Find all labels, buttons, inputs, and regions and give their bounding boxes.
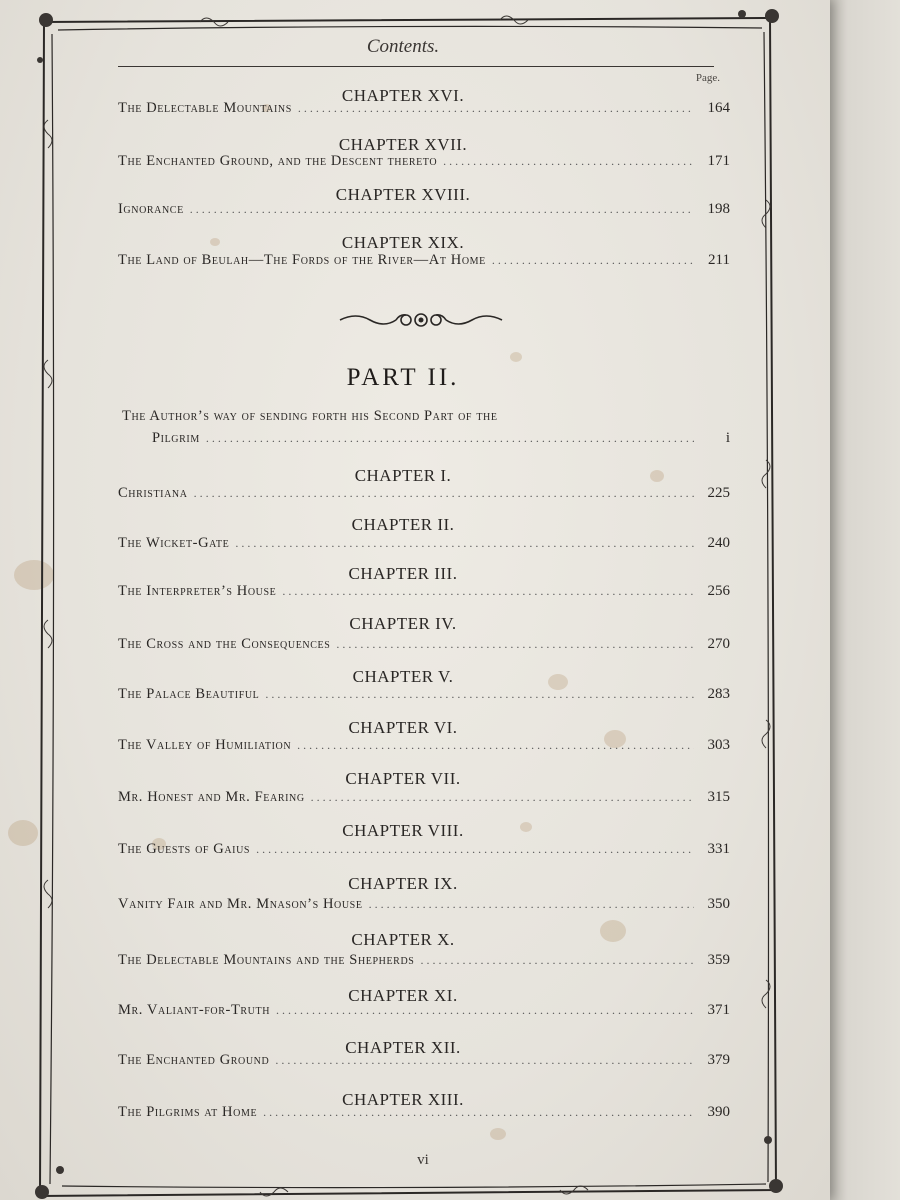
- entry-page: 225: [707, 485, 730, 501]
- dot-leader: [190, 201, 694, 218]
- entry-title: The Enchanted Ground, and the Descent thereto: [118, 153, 438, 169]
- dot-leader: [275, 1052, 694, 1069]
- entry-title: Pilgrim: [152, 430, 200, 446]
- entry-page: 303: [707, 737, 730, 753]
- table-of-contents: [118, 0, 730, 1200]
- chapter-heading: CHAPTER XIX.: [341, 233, 465, 252]
- chapter-heading: CHAPTER XI.: [348, 986, 458, 1005]
- entry-title: The Delectable Mountains: [118, 100, 292, 116]
- chapter-heading: CHAPTER IV.: [349, 614, 457, 633]
- toc-entry-preface: [152, 430, 730, 447]
- entry-title: The Wicket-Gate: [118, 535, 230, 551]
- entry-page: 379: [707, 1052, 730, 1068]
- dot-leader: [420, 952, 694, 969]
- entry-title: The Valley of Humiliation: [118, 737, 292, 753]
- dot-leader: [336, 636, 694, 653]
- entry-page: 270: [707, 636, 730, 652]
- toc-entry: [118, 100, 730, 117]
- entry-title: Vanity Fair and Mr. Mnason’s House: [118, 896, 363, 912]
- chapter-heading: CHAPTER III.: [348, 564, 458, 583]
- dot-leader: [263, 1104, 694, 1121]
- part-two-title: PART II.: [346, 364, 460, 391]
- entry-title: Ignorance: [118, 201, 184, 217]
- entry-title: The Pilgrims at Home: [118, 1104, 258, 1120]
- chapter-heading: CHAPTER X.: [351, 930, 455, 949]
- chapter-heading: CHAPTER XII.: [345, 1038, 461, 1057]
- entry-page: 283: [707, 686, 730, 702]
- chapter-heading: CHAPTER V.: [352, 667, 454, 686]
- header-rule: [118, 66, 714, 67]
- toc-entry: [118, 485, 730, 502]
- dot-leader: [369, 896, 694, 913]
- entry-page: 171: [707, 153, 730, 169]
- entry-page: 315: [707, 789, 730, 805]
- facing-page-edge: [826, 0, 900, 1200]
- ornament-divider: [336, 308, 506, 332]
- entry-title: Mr. Honest and Mr. Fearing: [118, 789, 305, 805]
- dot-leader: [265, 686, 694, 703]
- toc-entry: [118, 252, 730, 269]
- entry-page: 359: [707, 952, 730, 968]
- entry-title: The Guests of Gaius: [118, 841, 251, 857]
- chapter-heading: CHAPTER VIII.: [342, 821, 464, 840]
- toc-entry: [118, 535, 730, 552]
- entry-title: The Interpreter’s House: [118, 583, 277, 599]
- chapter-heading: CHAPTER II.: [351, 515, 455, 534]
- toc-entry: [118, 789, 730, 806]
- page-column-label: Page.: [695, 72, 720, 84]
- dot-leader: [311, 789, 694, 806]
- chapter-heading: CHAPTER VII.: [345, 769, 461, 788]
- chapter-heading: CHAPTER VI.: [348, 718, 458, 737]
- entry-title: Mr. Valiant-for-Truth: [118, 1002, 271, 1018]
- entry-title: Christiana: [118, 485, 188, 501]
- entry-page: 256: [707, 583, 730, 599]
- entry-page: 331: [707, 841, 730, 857]
- dot-leader: [297, 737, 694, 754]
- toc-entry: [118, 686, 730, 703]
- toc-entry: [118, 952, 730, 969]
- running-head: Contents.: [366, 36, 440, 57]
- dot-leader: [194, 485, 694, 502]
- dot-leader: [443, 153, 694, 170]
- toc-entry: [118, 1104, 730, 1121]
- chapter-heading: CHAPTER XVII.: [338, 135, 468, 154]
- dot-leader: [298, 100, 694, 117]
- entry-title: The Palace Beautiful: [118, 686, 260, 702]
- entry-title: The Enchanted Ground: [118, 1052, 270, 1068]
- dot-leader: [492, 252, 694, 269]
- chapter-heading: CHAPTER IX.: [348, 874, 458, 893]
- toc-entry: [118, 896, 730, 913]
- toc-entry: [118, 1052, 730, 1069]
- entry-page: 390: [707, 1104, 730, 1120]
- entry-title: The Cross and the Consequences: [118, 636, 331, 652]
- preface-line-1: The Author’s way of sending forth his Second Part of the: [122, 408, 498, 424]
- toc-entry: [118, 583, 730, 600]
- entry-page: i: [725, 430, 730, 446]
- toc-entry: [118, 153, 730, 170]
- toc-entry: [118, 1002, 730, 1019]
- page-folio: vi: [417, 1152, 429, 1168]
- toc-entry: [118, 201, 730, 218]
- entry-title: The Delectable Mountains and the Shepherds: [118, 952, 415, 968]
- dot-leader: [235, 535, 694, 552]
- entry-page: 350: [707, 896, 730, 912]
- toc-entry: [118, 636, 730, 653]
- entry-title: The Land of Beulah—The Fords of the River—At Home: [118, 252, 486, 268]
- entry-page: 240: [707, 535, 730, 551]
- chapter-heading: CHAPTER I.: [354, 466, 452, 485]
- toc-entry: [118, 841, 730, 858]
- dot-leader: [256, 841, 694, 858]
- chapter-heading: CHAPTER XVI.: [341, 86, 465, 105]
- entry-page: 211: [708, 252, 730, 268]
- toc-entry: [118, 737, 730, 754]
- entry-page: 164: [707, 100, 730, 116]
- entry-page: 371: [707, 1002, 730, 1018]
- entry-page: 198: [707, 201, 730, 217]
- chapter-heading: CHAPTER XIII.: [342, 1090, 464, 1109]
- chapter-heading: CHAPTER XVIII.: [335, 185, 471, 204]
- dot-leader: [276, 1002, 694, 1019]
- dot-leader: [282, 583, 694, 600]
- dot-leader: [206, 430, 694, 447]
